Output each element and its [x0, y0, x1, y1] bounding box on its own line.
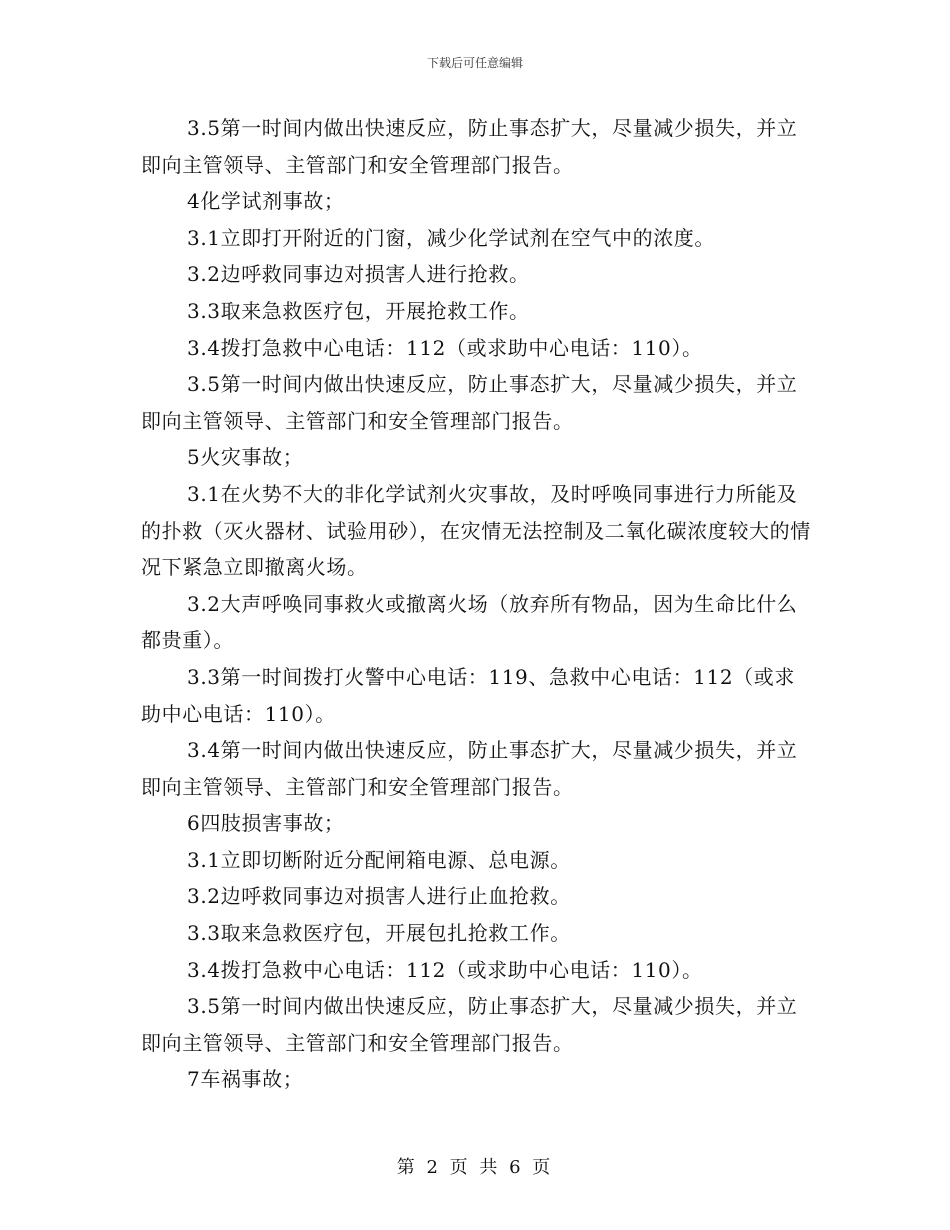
paragraph: 3.1立即打开附近的门窗，减少化学试剂在空气中的浓度。 [187, 225, 716, 250]
paragraph: 3.5第一时间内做出快速反应，防止事态扩大，尽量减少损失，并立即向主管领导、主管部门和安全管理部门报告。 [141, 994, 798, 1055]
paragraph: 3.3取来急救医疗包，开展包扎抢救工作。 [187, 921, 571, 946]
section-heading: 5火灾事故； [187, 445, 304, 470]
paragraph: 3.1在火势不大的非化学试剂火灾事故，及时呼唤同事进行力所能及的扑救（灭火器材、试验用砂），在灾情无法控制及二氧化碳浓度较大的情况下紧急立即撤离火场。 [141, 481, 811, 580]
section-heading: 7车祸事故； [187, 1067, 304, 1092]
paragraph: 3.5第一时间内做出快速反应，防止事态扩大，尽量减少损失，并立即向主管领导、主管部门和安全管理部门报告。 [141, 116, 798, 177]
paragraph: 3.4拨打急救中心电话：112（或求助中心电话：110）。 [187, 335, 703, 360]
paragraph: 3.4拨打急救中心电话：112（或求助中心电话：110）。 [187, 957, 703, 982]
paragraph: 3.3取来急救医疗包，开展抢救工作。 [187, 298, 530, 323]
header-note: 下载后可任意编辑 [426, 56, 523, 70]
paragraph: 3.1立即切断附近分配闸箱电源、总电源。 [187, 847, 571, 872]
paragraph: 3.4第一时间内做出快速反应，防止事态扩大，尽量减少损失，并立即向主管领导、主管部门和安全管理部门报告。 [141, 738, 798, 799]
section-heading: 4化学试剂事故； [187, 189, 345, 214]
paragraph: 3.5第一时间内做出快速反应，防止事态扩大，尽量减少损失，并立即向主管领导、主管部门和安全管理部门报告。 [141, 372, 798, 433]
paragraph: 3.2边呼救同事边对损害人进行抢救。 [187, 262, 530, 287]
paragraph: 3.2边呼救同事边对损害人进行止血抢救。 [187, 884, 571, 909]
document-body [141, 110, 813, 1098]
section-heading: 6四肢损害事故； [187, 811, 345, 836]
paragraph: 3.3第一时间拨打火警中心电话：119、急救中心电话：112（或求助中心电话：110）。 [141, 664, 795, 726]
page-number-footer: 第 2 页 共 6 页 [396, 1157, 554, 1178]
paragraph: 3.2大声呼唤同事救火或撤离火场（放弃所有物品，因为生命比什么都贵重）。 [141, 591, 798, 653]
